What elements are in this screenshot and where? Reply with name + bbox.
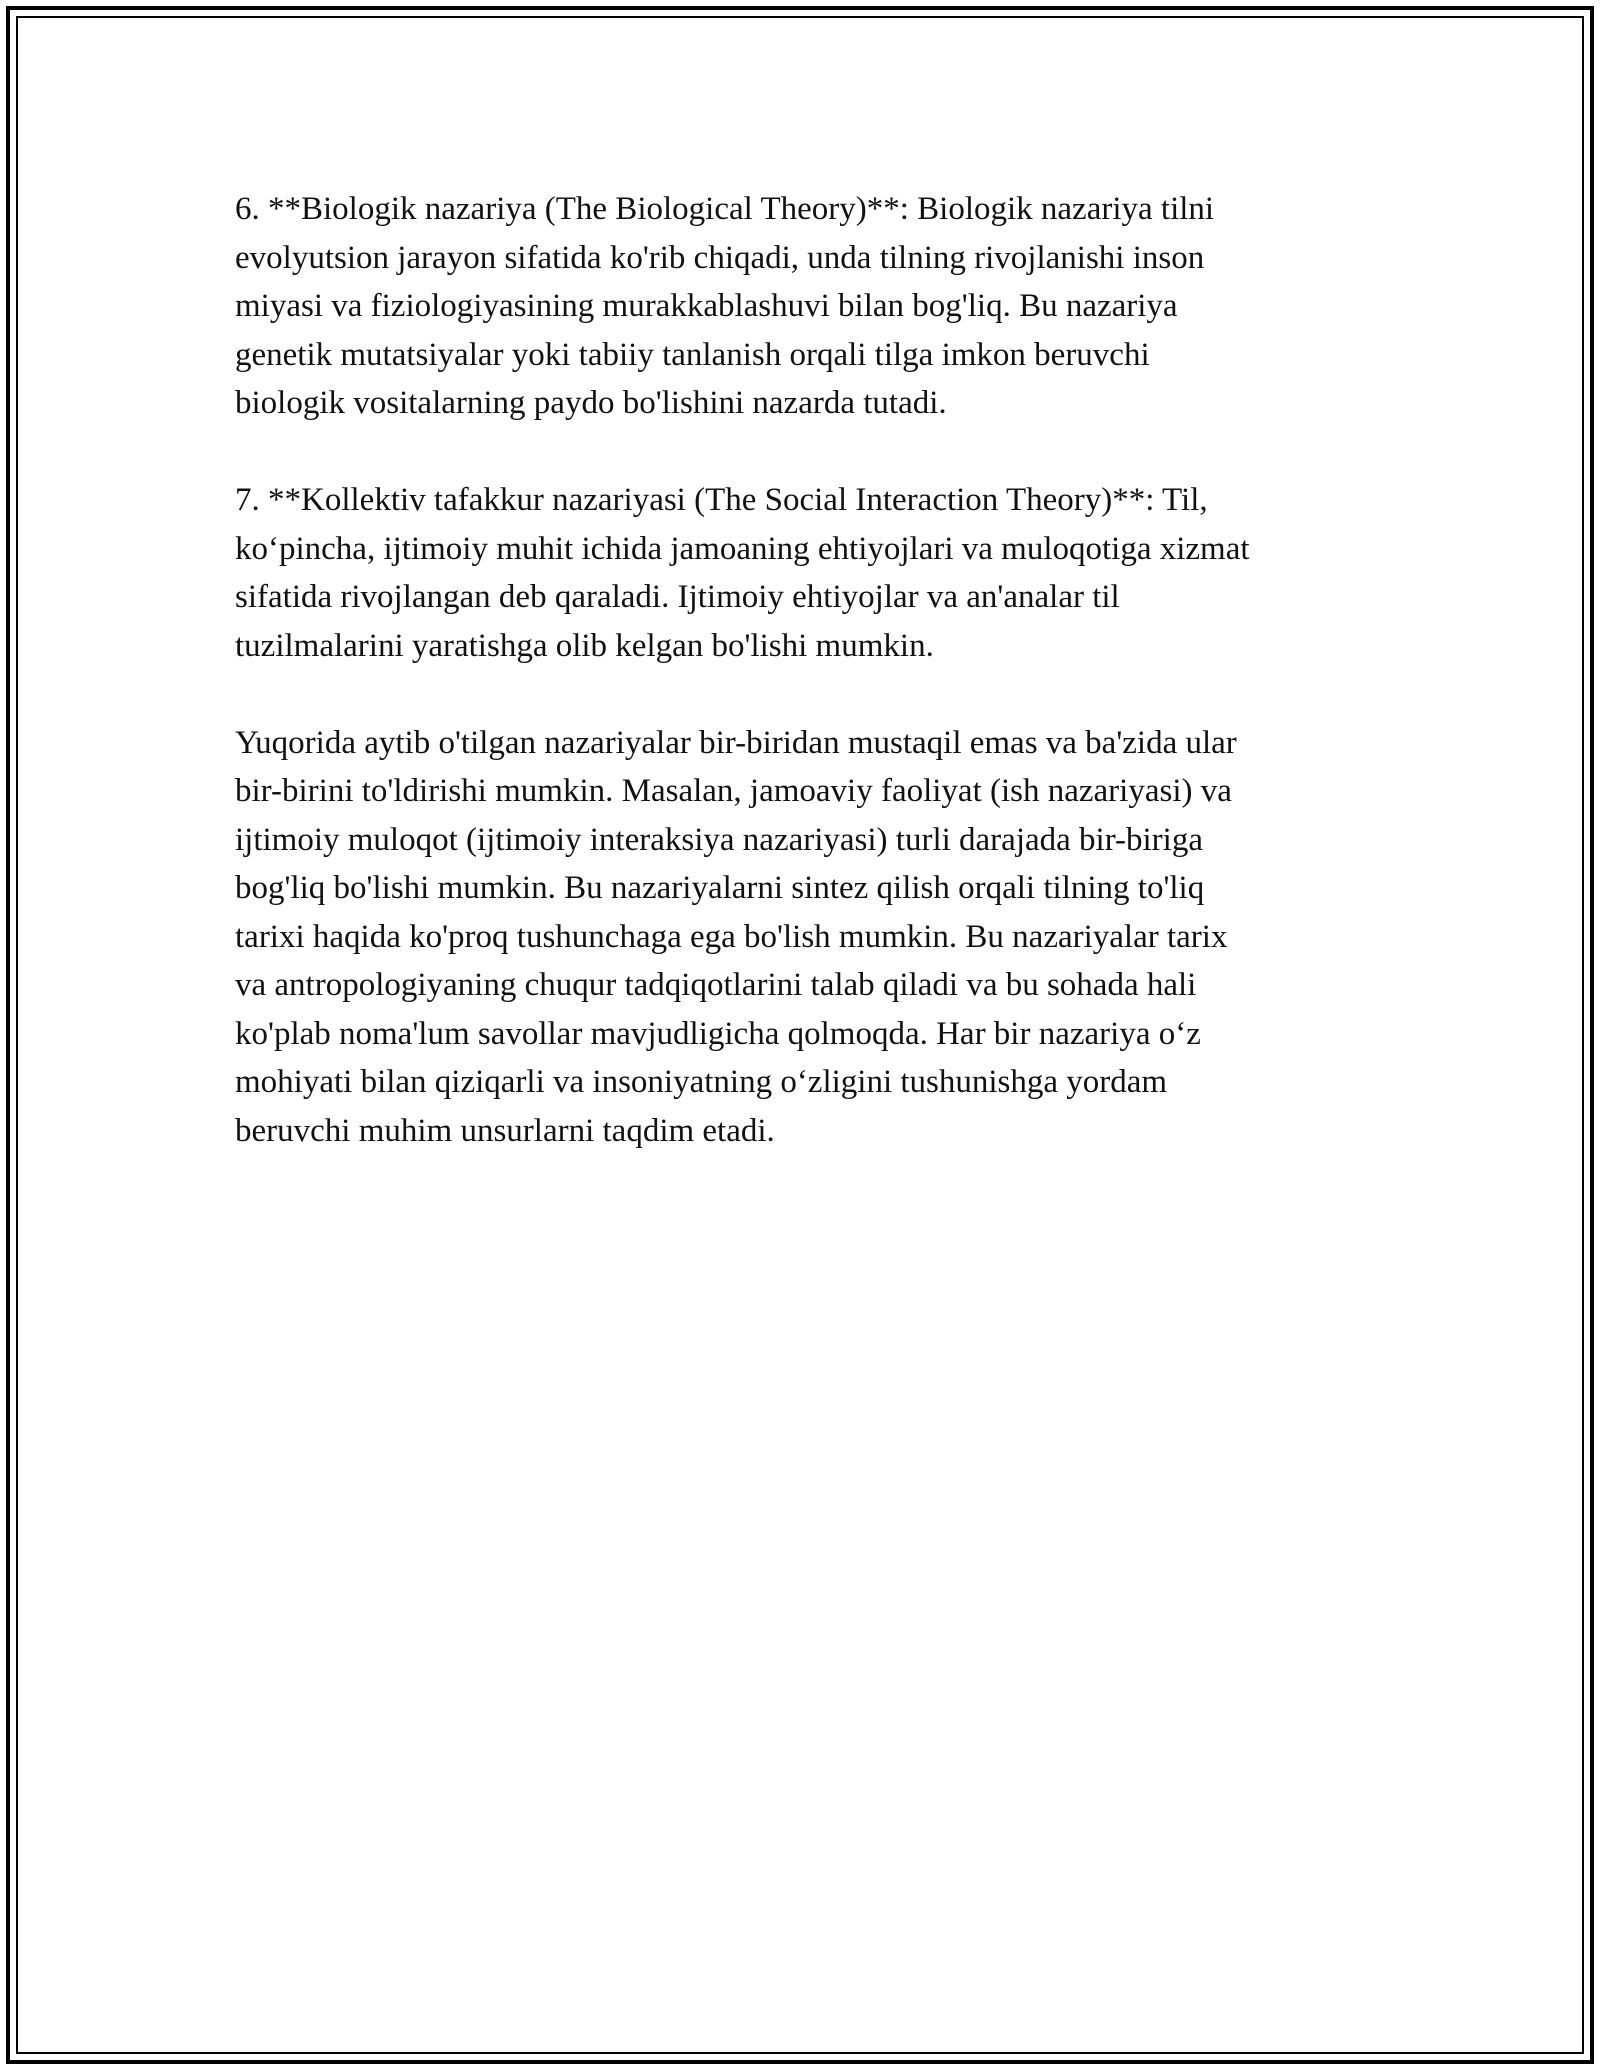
text-line: ko'plab noma'lum savollar mavjudligicha qolmoqda. Har bir nazariya o‘z [235,1015,1201,1052]
text-line: beruvchi muhim unsurlarni taqdim etadi. [235,1112,775,1149]
text-line: Yuqorida aytib o'tilgan nazariyalar bir-biridan mustaqil emas va ba'zida ular [235,724,1237,761]
text-line: bir-birini to'ldirishi mumkin. Masalan, jamoaviy faoliyat (ish nazariyasi) va [235,773,1232,809]
text-line: va antropologiyaning chuqur tadqiqotlarini talab qiladi va bu sohada hali [235,967,1197,1003]
text-line: 6. **Biologik nazariya (The Biological Theory)**: Biologik nazariya tilni [235,191,1215,227]
text-line: tarixi haqida ko'proq tushunchaga ega bo'lish mumkin. Bu nazariyalar tarix [235,918,1228,955]
text-line: bog'liq bo'lishi mumkin. Bu nazariyalarni sintez qilish orqali tilning to'liq [235,870,1205,906]
text-line: mohiyati bilan qiziqarli va insoniyatning o‘zligini tushunishga yordam [235,1064,1168,1100]
text-line: genetik mutatsiyalar yoki tabiiy tanlanish orqali tilga imkon beruvchi [235,336,1150,373]
paragraph-conclusion [235,719,1375,1156]
text-line: evolyutsion jarayon sifatida ko'rib chiqadi, unda tilning rivojlanishi inson [235,239,1205,276]
text-line: 7. **Kollektiv tafakkur nazariyasi (The Social Interaction Theory)**: Til, [235,482,1208,518]
document-body [235,185,1375,1204]
paragraph-social-interaction-theory [235,476,1375,670]
text-line: tuzilmalarini yaratishga olib kelgan bo'lishi mumkin. [235,627,934,664]
text-line: sifatida rivojlangan deb qaraladi. Ijtimoiy ehtiyojlar va an'analar til [235,579,1120,615]
text-line: miyasi va fiziologiyasining murakkablashuvi bilan bog'liq. Bu nazariya [235,288,1178,324]
text-line: ijtimoiy muloqot (ijtimoiy interaksiya nazariyasi) turli darajada bir-biriga [235,821,1203,858]
paragraph-biological-theory [235,185,1375,428]
text-line: ko‘pincha, ijtimoiy muhit ichida jamoaning ehtiyojlari va muloqotiga xizmat [235,530,1250,567]
text-line: biologik vositalarning paydo bo'lishini nazarda tutadi. [235,385,947,421]
